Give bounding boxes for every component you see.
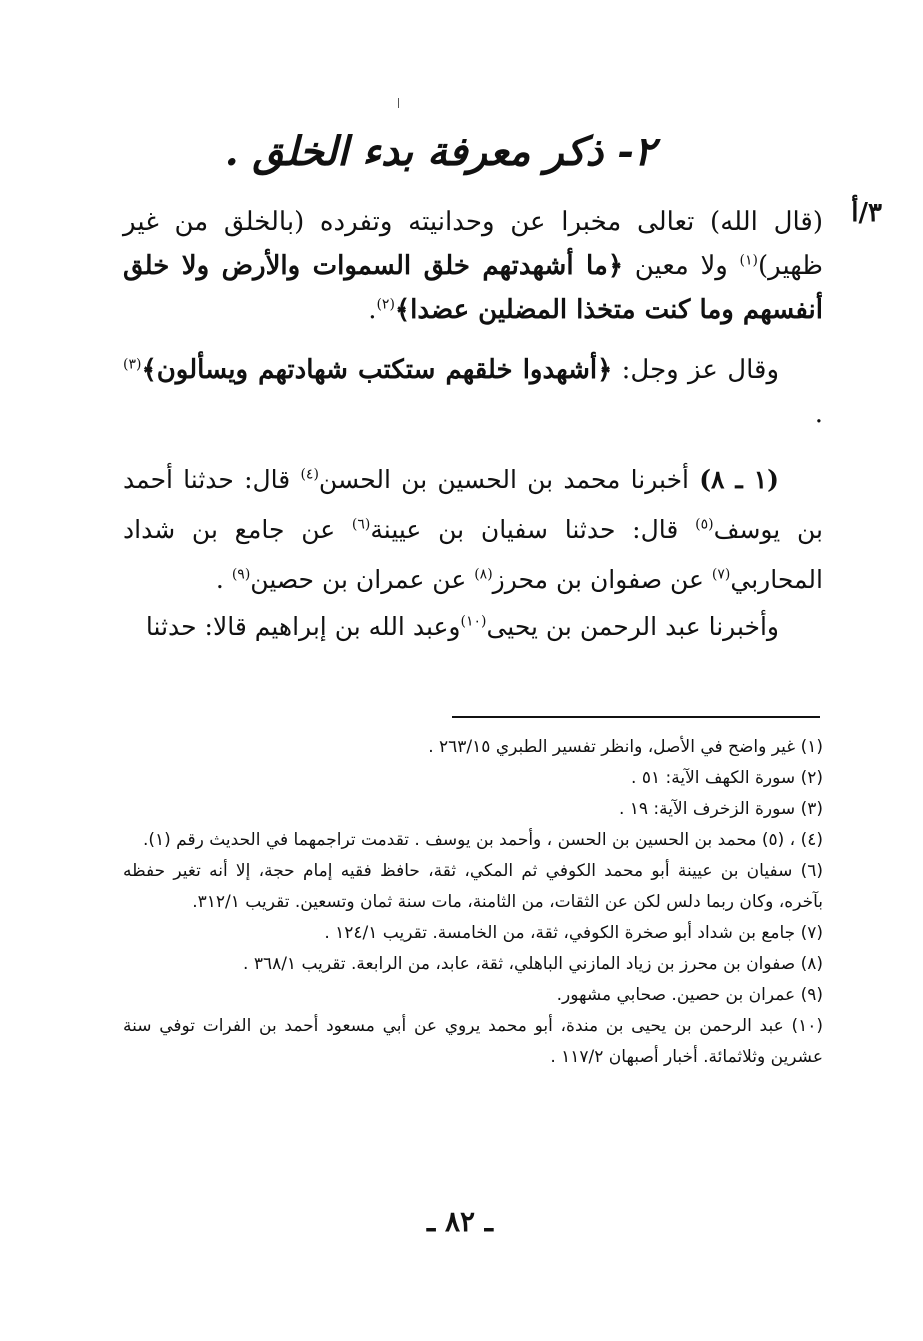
scan-mark <box>398 98 399 108</box>
isnad-part-5: عن صفوان بن محرز <box>492 565 712 594</box>
footnote-text: غير واضح في الأصل، وانظر تفسير الطبري ٢٦٣/١٥ . <box>428 737 801 757</box>
footnote-number: (٦) <box>800 861 823 881</box>
quran-verse-2: ﴿أشهدوا خلقهم ستكتب شهادتهم ويسألون﴾ <box>141 355 613 385</box>
paragraph-2-end: . <box>814 399 823 429</box>
footnote-number: (٢) <box>800 768 823 788</box>
isnad-part-1: أخبرنا محمد بن الحسين بن الحسن <box>318 465 700 494</box>
footnote-number: (٤) <box>800 830 823 850</box>
footnote-1 <box>123 732 823 763</box>
footnote-separator <box>452 716 820 718</box>
page-number: ـ ٨٢ ـ <box>427 1205 493 1238</box>
isnad-part-3: قال: حدثنا سفيان بن عيينة <box>370 515 696 544</box>
hadith-number: (١ ـ ٨) <box>699 465 780 494</box>
footnote-ref-1[interactable]: (١) <box>739 252 758 269</box>
footnote-text: سورة الزخرف الآية: ١٩ . <box>618 799 801 819</box>
footnote-ref-10[interactable]: (١٠) <box>460 613 487 630</box>
footnote-ref-6[interactable]: (٦) <box>351 516 371 533</box>
paragraph-2-lead: وقال عز وجل: <box>612 355 780 385</box>
footnote-number: (٨) <box>800 954 823 974</box>
paragraph-4-part-2: وعبد الله بن إبراهيم قالا: حدثنا <box>145 612 461 641</box>
footnote-3 <box>123 794 823 825</box>
paragraph-1-mid: ولا معين <box>623 251 740 281</box>
footnote-9 <box>123 980 823 1011</box>
paragraph-1 <box>123 200 823 332</box>
footnote-ref-4[interactable]: (٤) <box>300 466 319 483</box>
paragraph-1-end: . <box>368 295 377 325</box>
footnote-ref-2[interactable]: (٢) <box>376 296 395 313</box>
footnote-ref-7[interactable]: (٧) <box>711 566 731 583</box>
footnote-text: سفيان بن عيينة أبو محمد الكوفي ثم المكي، ثقة، حافظ فقيه إمام حجة، إلا أنه تغير حفظه بآخره، وكان ربما دلس لكن عن الثقات، من الثامنة، مات سنة ثمان وتسعين. تقريب ٣١٢/١. <box>123 861 823 912</box>
footnote-number: (٧) <box>800 923 823 943</box>
footnote-10 <box>123 1011 823 1073</box>
footnote-text: سورة الكهف الآية: ٥١ . <box>631 768 801 788</box>
footnote-text: صفوان بن محرز بن زياد المازني الباهلي، ثقة، عابد، من الرابعة. تقريب ٣٦٨/١ . <box>243 954 801 974</box>
footnote-4 <box>123 825 823 856</box>
footnote-ref-5[interactable]: (٥) <box>695 516 714 533</box>
paragraph-2 <box>123 348 823 436</box>
isnad-part-2: قال: حدثنا أحمد بن يوسف <box>123 465 824 544</box>
footnote-7 <box>123 918 823 949</box>
footnote-number: (١٠) <box>791 1016 823 1036</box>
footnote-ref-3[interactable]: (٣) <box>123 356 142 373</box>
paragraph-1-lead: (قال الله) تعالى مخبرا عن وحدانيته وتفرده (بالخلق من غير ظهير) <box>123 207 823 281</box>
footnote-ref-8[interactable]: (٨) <box>474 566 493 583</box>
manuscript-folio-ref: ٣/أ <box>851 198 882 228</box>
footnote-number: (٣) <box>800 799 823 819</box>
hadith-isnad <box>123 455 823 605</box>
footnote-text: ، (٥) محمد بن الحسين بن الحسن ، وأحمد بن يوسف . تقدمت تراجمهما في الحديث رقم (١). <box>142 830 801 850</box>
paragraph-4-part-1: وأخبرنا عبد الرحمن بن يحيى <box>486 612 779 641</box>
paragraph-4 <box>123 605 823 649</box>
footnote-text: جامع بن شداد أبو صخرة الكوفي، ثقة، من الخامسة. تقريب ١٢٤/١ . <box>324 923 801 943</box>
footnotes <box>123 732 823 1073</box>
footnote-8 <box>123 949 823 980</box>
isnad-part-6: عن عمران بن حصين <box>250 565 475 594</box>
isnad-part-4: عن جامع بن شداد المحاربي <box>123 515 823 594</box>
footnote-text: عبد الرحمن بن يحيى بن مندة، أبو محمد يروي عن أبي مسعود أحمد بن الفرات توفي سنة عشرين وثلاثمائة. أخبار أصبهان ١١٧/٢ . <box>123 1016 823 1067</box>
footnote-number: (١) <box>800 737 823 757</box>
footnote-ref-9[interactable]: (٩) <box>231 566 251 583</box>
footnote-number: (٩) <box>800 985 823 1005</box>
footnote-text: عمران بن حصين. صحابي مشهور. <box>556 985 801 1005</box>
quran-verse-1: ﴿ما أشهدتهم خلق السموات والأرض ولا خلق أنفسهم وما كنت متخذا المضلين عضدا﴾ <box>123 251 823 325</box>
isnad-part-7: . <box>215 565 232 594</box>
footnote-6 <box>123 856 823 918</box>
chapter-title: ٢- ذكر معرفة بدء الخلق . <box>224 128 656 175</box>
footnote-2 <box>123 763 823 794</box>
